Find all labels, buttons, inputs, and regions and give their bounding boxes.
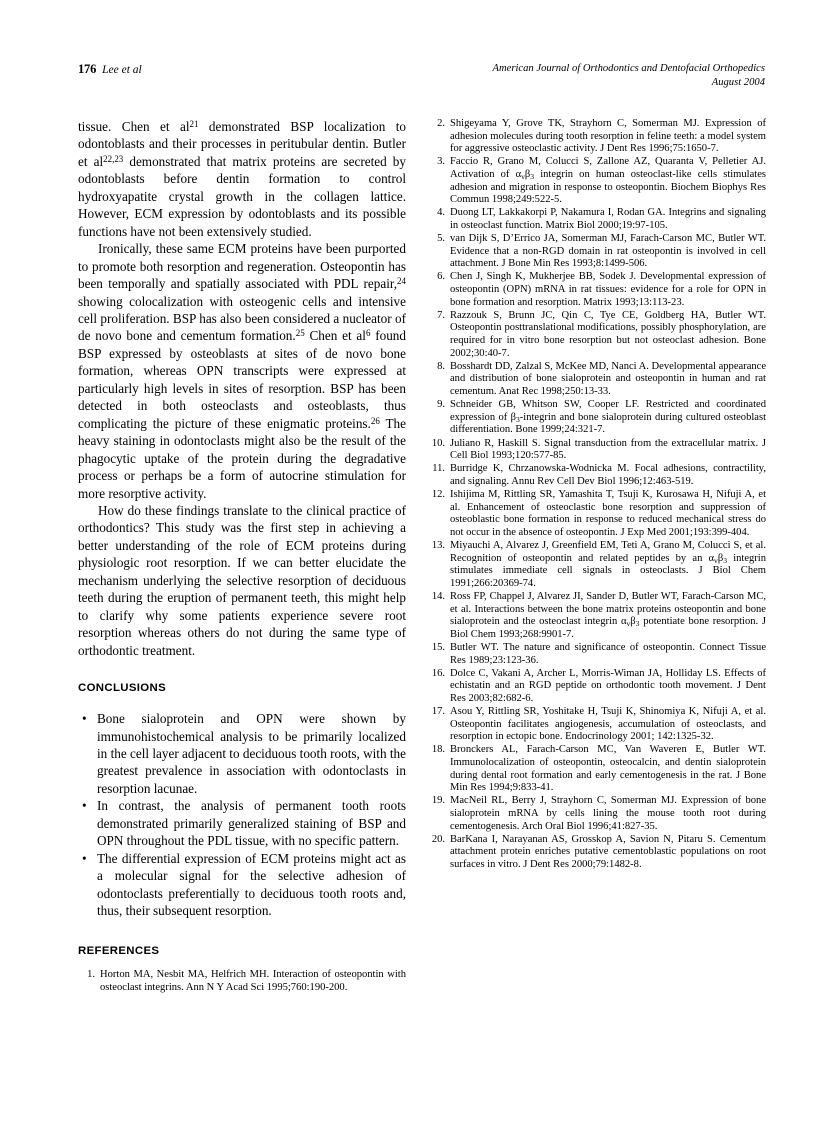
reference-text: van Dijk S, D’Errico JA, Somerman MJ, Farach-Carson MC, Butler WT. Evidence that a non-RGD domain in rat osteopontin is involved in cell attachment. J Bone Min Res 1993;8:1499-506. [450,233,766,270]
reference-item [428,834,766,872]
body-paragraph: tissue. Chen et $al^{21}$ demonstrated BSP localization to odontoblasts and their processes in peritubular dentin. Butler et al$^{22,23}$ demonstrated that matrix proteins are secreted by odontoblasts before dentin formation to control hydroxyapatite crystal growth in the collagen lattice. However, ECM expression by odontoblasts and its possible functions have not been extensively studied. [78,119,406,239]
running-head-right [493,62,765,89]
reference-number: 6. [437,271,445,283]
reference-item [428,706,766,744]
reference-number: 17. [431,706,445,718]
reference-number: 8. [437,360,445,372]
reference-item [428,795,766,833]
reference-text: Faccio R, Grano M, Colucci S, Zallone AZ, Quaranta V, Pelletier AJ. Activation of $\alpha_v\beta_3$ integrin on human osteoclast-like cells stimulates adhesion and migration in response to osteopontin. Biochem Biophys Res Commun 1998;249:522-5. [450,156,766,206]
reference-item [78,969,406,994]
reference-item [428,271,766,309]
conclusions-heading: CONCLUSIONS [78,682,167,695]
reference-text: Miyauchi A, Alvarez J, Greenfield EM, Teti A, Grano M, Colucci S, et al. Recognition of osteopontin and related peptides by an $\alpha_v\beta_3$ integrin stimulates immediate cell signals in osteoclasts. J Biol Chem 1991;266:20369-74. [450,539,766,589]
reference-text: MacNeil RL, Berry J, Strayhorn C, Somerman MJ. Expression of bone sialoprotein mRNA by cells lining the mouse tooth root during cementogenesis. Arch Oral Biol 1996;41:827-35. [450,795,766,832]
references-heading: REFERENCES [78,945,160,958]
reference-item [428,642,766,667]
reference-item [428,361,766,399]
reference-number: 13. [431,539,445,551]
reference-item [428,207,766,232]
reference-number: 20. [431,833,445,845]
reference-text: Duong LT, Lakkakorpi P, Nakamura I, Rodan GA. Integrins and signaling in osteoclast function. Matrix Biol 2000;19:97-105. [450,207,766,232]
bullet-icon: • [82,850,87,866]
reference-number: 4. [437,207,445,219]
list-item [78,850,406,920]
reference-item [428,310,766,361]
list-item [78,797,406,849]
running-head-left [78,62,142,77]
spacer [78,659,406,681]
reference-text: Bronckers AL, Farach-Carson MC, Van Waveren E, Butler WT. Immunolocalization of osteopontin, osteocalcin, and dentin sialoprotein during dental root formation and early cementogenesis in the rat. J Bone Min Res 1994;9:833-41. [450,744,766,794]
reference-number: 3. [437,156,445,168]
reference-text: Razzouk S, Brunn JC, Qin C, Tye CE, Goldberg HA, Butler WT. Osteopontin posttranslational modifications, possibly phosphorylation, are required for in vitro bone resorption but not osteoclast adhesion. Bone 2002;30:40-7. [450,309,766,359]
reference-text: Shigeyama Y, Grove TK, Strayhorn C, Somerman MJ. Expression of adhesion molecules during tooth resorption in feline teeth: a model system for aggressive osteoclastic activity. J Dent Res 1996;75:1650-7. [450,118,766,155]
reference-number: 5. [437,233,445,245]
reference-text: Schneider GB, Whitson SW, Cooper LF. Restricted and coordinated expression of $\beta_3$-integrin and bone sialoprotein during cultured osteoblast differentiation. Bone 1999;24:321-7. [450,399,767,436]
reference-item [428,463,766,488]
body-paragraph: How do these findings translate to the clinical practice of orthodontics? This study was the first step in achieving a better understanding of the role of ECM proteins during physiologic root resorption. If we can better elucidate the mechanism underlying the selective resorption of deciduous teeth during the eruption of permanent teeth, this might help to clarify why some patients experience severe root resorption whereas others do not during the same type of orthodontic treatment. [78,502,406,658]
body-paragraph: Ironically, these same ECM proteins have been purported to promote both resorption and regeneration. Osteopontin has been temporally and spatially associated with PDL repair,$^{24}$ showing colocalization with osteogenic cells and intensive cell proliferation. BSP has also been considered a nucleator of de novo bone and cementum formation.$^{25}$ Chen et $al^6$ found BSP expressed by osteoblasts at sites of de novo bone formation, whereas OPN transcripts were expressed at particularly high levels in sites of resorption. BSP has been detected in both osteoclasts and osteoblasts, thus complicating the picture of these enigmatic proteins.$^{26}$ The heavy staining in odontoclasts might also be the result of the phagocytic uptake of the protein during the degradative process or perhaps be a form of autocrine stimulation for more resorptive activity. [78,241,406,501]
reference-text: Juliano R, Haskill S. Signal transduction from the extracellular matrix. J Cell Biol 1993;120:577-85. [450,437,766,462]
list-item-text: In contrast, the analysis of permanent tooth roots demonstrated primarily generalized staining of BSP and OPN throughout the PDL tissue, with no specific pattern. [97,798,406,849]
reference-text: Butler WT. The nature and significance of osteopontin. Connect Tissue Res 1989;23:123-36. [450,641,766,666]
bullet-icon: • [82,798,87,814]
list-item-text: The differential expression of ECM proteins might act as a molecular signal for the selective adhesion of odontoclasts preferentially to deciduous tooth roots and, thus, their subsequent resorption. [97,850,406,919]
references-list-left [78,969,406,994]
conclusions-list [78,710,406,919]
reference-text: BarKana I, Narayanan AS, Grosskop A, Savion N, Pitaru S. Cementum attachment protein enriches putative cementoblastic populations on root surfaces in vitro. J Dent Res 2000;79:1482-8. [450,833,766,871]
reference-number: 12. [431,488,445,500]
reference-number: 16. [431,667,445,679]
reference-number: 9. [437,399,445,411]
reference-item [428,118,766,156]
reference-item [428,591,766,642]
reference-number: 11. [432,463,445,475]
reference-item [428,744,766,795]
reference-text: Horton MA, Nesbit MA, Helfrich MH. Interaction of osteopontin with osteoclast integrins. Ann N Y Acad Sci 1995;760:190-200. [100,969,406,994]
spacer [78,695,406,710]
reference-text: Ross FP, Chappel J, Alvarez JI, Sander D, Butler WT, Farach-Carson MC, et al. Interactions between the bone matrix proteins osteopontin and bone sialoprotein and the osteoclast integrin $\alpha_v\beta_3$ potentiate bone resorption. J Biol Chem 1993;268:9901-7. [450,590,766,640]
reference-item [428,233,766,271]
reference-number: 10. [431,437,445,449]
reference-text: Burridge K, Chrzanowska-Wodnicka M. Focal adhesions, contractility, and signaling. Annu Rev Cell Dev Biol 1996;12:463-519. [450,463,766,487]
right-column [428,118,766,872]
reference-text: Bosshardt DD, Zalzal S, McKee MD, Nanci A. Developmental appearance and distribution of bone sialoprotein and osteopontin in human and rat cementum. Anat Rec 1998;250:13-33. [450,360,767,398]
reference-number: 15. [431,641,445,653]
reference-item [428,668,766,706]
reference-number: 18. [431,744,445,756]
left-column [78,118,406,995]
reference-number: 1. [87,969,95,981]
journal-title: American Journal of Orthodontics and Dentofacial Orthopedics [492,63,765,74]
reference-text: Chen J, Singh K, Mukherjee BB, Sodek J. Developmental expression of osteopontin (OPN) mRNA in rat tissues: evidence for a role for OPN in bone formation and resorption. Matrix 1993;13:113-23. [450,271,766,308]
issue-date: August 2004 [711,76,765,88]
reference-item [428,399,766,437]
reference-number: 7. [437,309,445,321]
reference-item [428,489,766,540]
reference-number: 2. [437,118,445,129]
reference-number: 14. [431,590,445,602]
reference-number: 19. [431,795,445,807]
reference-item [428,156,766,207]
page-number: 176 [78,62,97,76]
spacer [78,958,406,969]
bullet-icon: • [82,711,87,727]
reference-item [428,540,766,591]
reference-text: Dolce C, Vakani A, Archer L, Morris-Wiman JA, Holliday LS. Effects of echistatin and an RGD peptide on orthodontic tooth movement. J Dent Res 2003;82:682-6. [450,667,766,704]
references-list-right [428,118,766,872]
reference-text: Asou Y, Rittling SR, Yoshitake H, Tsuji K, Shinomiya K, Nifuji A, et al. Osteopontin facilitates angiogenesis, accumulation of osteoclasts, and resorption in ectopic bone. Endocrinology 2001; 142:1325-32. [450,706,766,743]
reference-item [428,438,766,463]
list-item-text: Bone sialoprotein and OPN were shown by immunohistochemical analysis to be primarily localized in the cell layer adjacent to deciduous tooth roots, with the greatest prevalence in association with odontoclasts in resorption lacunae. [97,711,406,796]
reference-text: Ishijima M, Rittling SR, Yamashita T, Tsuji K, Kurosawa H, Nifuji A, et al. Enhancement of osteoclastic bone resorption and suppression of osteoblastic bone formation in response to reduced mechanical stress do not occur in the absence of osteopontin. J Exp Med 2001;193:399-404. [450,488,766,538]
running-head [78,62,765,89]
running-head-authors: Lee et al [102,64,142,76]
list-item [78,710,406,797]
spacer [78,919,406,944]
